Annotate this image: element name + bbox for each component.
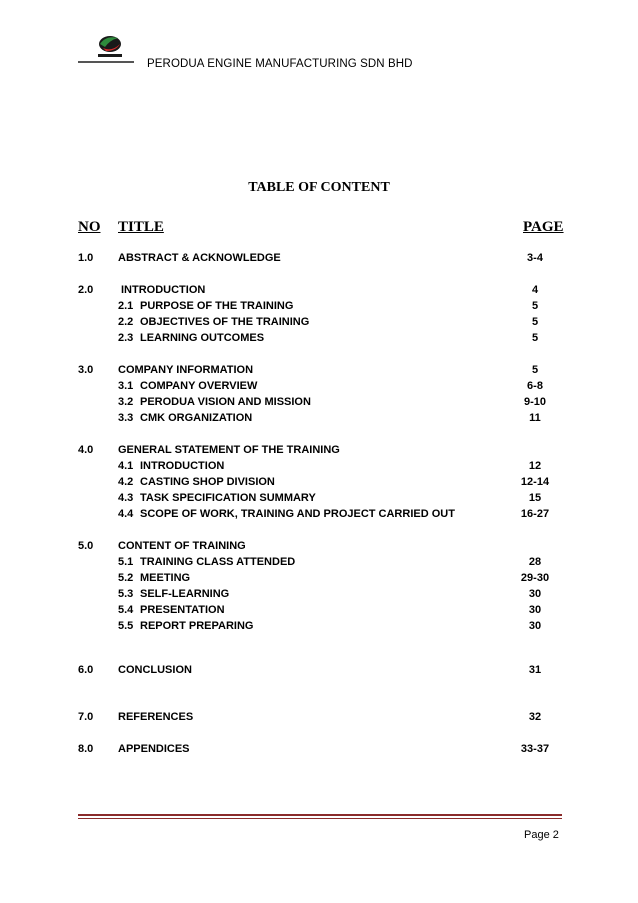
- toc-entry-title: REFERENCES: [118, 711, 194, 723]
- toc-row: [0, 664, 638, 680]
- toc-page-number: 15: [528, 492, 542, 504]
- toc-entry-title: PRESENTATION: [140, 604, 225, 616]
- toc-sub-number: 2.1: [118, 300, 134, 312]
- toc-row: [0, 396, 638, 412]
- toc-page-number: 5: [531, 364, 539, 376]
- toc-number: 7.0: [78, 711, 94, 723]
- toc-sub-number: 3.3: [118, 412, 134, 424]
- toc-page-number: 3-4: [527, 252, 543, 264]
- toc-row: [0, 412, 638, 428]
- toc-sub-number: 4.4: [118, 508, 134, 520]
- toc-entry-title: MEETING: [140, 572, 191, 584]
- toc-title: TABLE OF CONTENT: [248, 180, 390, 195]
- toc-row: [0, 588, 638, 604]
- toc-row: [0, 572, 638, 588]
- col-title-header: TITLE: [118, 219, 164, 235]
- toc-sub-number: 5.2: [118, 572, 134, 584]
- toc-row: [0, 604, 638, 620]
- toc-number: 1.0: [78, 252, 94, 264]
- toc-entry-title: CMK ORGANIZATION: [140, 412, 253, 424]
- toc-number: 2.0: [78, 284, 94, 296]
- toc-row: [0, 284, 638, 300]
- toc-page-number: 4: [531, 284, 539, 296]
- toc-row: [0, 332, 638, 348]
- company-header: PERODUA ENGINE MANUFACTURING SDN BHD: [147, 58, 413, 70]
- toc-page-number: 16-27: [520, 508, 550, 520]
- toc-page-number: 12: [528, 460, 542, 472]
- toc-entry-title: CONTENT OF TRAINING: [118, 540, 246, 552]
- toc-page-number: 32: [528, 711, 542, 723]
- toc-entry-title: LEARNING OUTCOMES: [140, 332, 265, 344]
- toc-row: [0, 743, 638, 759]
- toc-row: [0, 476, 638, 492]
- col-no-header: NO: [78, 219, 101, 235]
- toc-row: [0, 252, 638, 268]
- toc-sub-number: 5.1: [118, 556, 134, 568]
- footer-rule: [78, 814, 562, 816]
- toc-number: 6.0: [78, 664, 94, 676]
- toc-entry-title: INTRODUCTION: [140, 460, 225, 472]
- perodua-logo-icon: [76, 34, 136, 68]
- toc-sub-number: 3.2: [118, 396, 134, 408]
- toc-page-number: 5: [531, 316, 539, 328]
- toc-entry-title: TRAINING CLASS ATTENDED: [140, 556, 296, 568]
- toc-row: [0, 492, 638, 508]
- toc-row: [0, 444, 638, 460]
- toc-page-number: 30: [528, 588, 542, 600]
- toc-page-number: 5: [531, 332, 539, 344]
- toc-entry-title: PURPOSE OF THE TRAINING: [140, 300, 294, 312]
- toc-page-number: 12-14: [520, 476, 550, 488]
- toc-page-number: 29-30: [520, 572, 550, 584]
- toc-entry-title: APPENDICES: [118, 743, 190, 755]
- toc-entry-title: CONCLUSION: [118, 664, 192, 676]
- toc-entry-title: COMPANY OVERVIEW: [140, 380, 258, 392]
- toc-number: 4.0: [78, 444, 94, 456]
- toc-entry-title: PERODUA VISION AND MISSION: [140, 396, 311, 408]
- toc-entry-title: CASTING SHOP DIVISION: [140, 476, 275, 488]
- toc-page-number: 9-10: [523, 396, 547, 408]
- toc-sub-number: 5.5: [118, 620, 134, 632]
- toc-page-number: 33-37: [520, 743, 550, 755]
- toc-sub-number: 5.4: [118, 604, 134, 616]
- toc-row: [0, 380, 638, 396]
- toc-page-number: 5: [531, 300, 539, 312]
- toc-page-number: 28: [528, 556, 542, 568]
- toc-page-number: 6-8: [527, 380, 543, 392]
- toc-entry-title: GENERAL STATEMENT OF THE TRAINING: [118, 444, 340, 456]
- col-page-header: PAGE: [523, 219, 564, 235]
- toc-page-number: 30: [528, 604, 542, 616]
- toc-sub-number: 2.2: [118, 316, 134, 328]
- toc-row: [0, 556, 638, 572]
- toc-page-number: 11: [529, 412, 541, 424]
- toc-entry-title: TASK SPECIFICATION SUMMARY: [140, 492, 316, 504]
- page-number: Page 2: [524, 829, 559, 841]
- toc-sub-number: 4.1: [118, 460, 134, 472]
- toc-sub-number: 4.3: [118, 492, 134, 504]
- toc-row: [0, 508, 638, 524]
- toc-row: [0, 316, 638, 332]
- toc-number: 8.0: [78, 743, 94, 755]
- toc-sub-number: 5.3: [118, 588, 134, 600]
- toc-entry-title: OBJECTIVES OF THE TRAINING: [140, 316, 310, 328]
- toc-entry-title: ABSTRACT & ACKNOWLEDGE: [118, 252, 281, 264]
- toc-entry-title: INTRODUCTION: [121, 284, 206, 296]
- toc-sub-number: 2.3: [118, 332, 134, 344]
- toc-entry-title: SELF-LEARNING: [140, 588, 230, 600]
- toc-row: [0, 711, 638, 727]
- toc-row: [0, 620, 638, 636]
- toc-entry-title: SCOPE OF WORK, TRAINING AND PROJECT CARRIED OUT: [140, 508, 455, 520]
- toc-row: [0, 300, 638, 316]
- toc-entry-title: REPORT PREPARING: [140, 620, 254, 632]
- toc-page-number: 31: [528, 664, 542, 676]
- footer-rule-thin: [78, 818, 562, 819]
- toc-sub-number: 4.2: [118, 476, 134, 488]
- toc-number: 3.0: [78, 364, 94, 376]
- toc-sub-number: 3.1: [118, 380, 134, 392]
- toc-page-number: 30: [528, 620, 542, 632]
- toc-entry-title: COMPANY INFORMATION: [118, 364, 254, 376]
- toc-row: [0, 364, 638, 380]
- toc-number: 5.0: [78, 540, 94, 552]
- toc-row: [0, 460, 638, 476]
- toc-row: [0, 540, 638, 556]
